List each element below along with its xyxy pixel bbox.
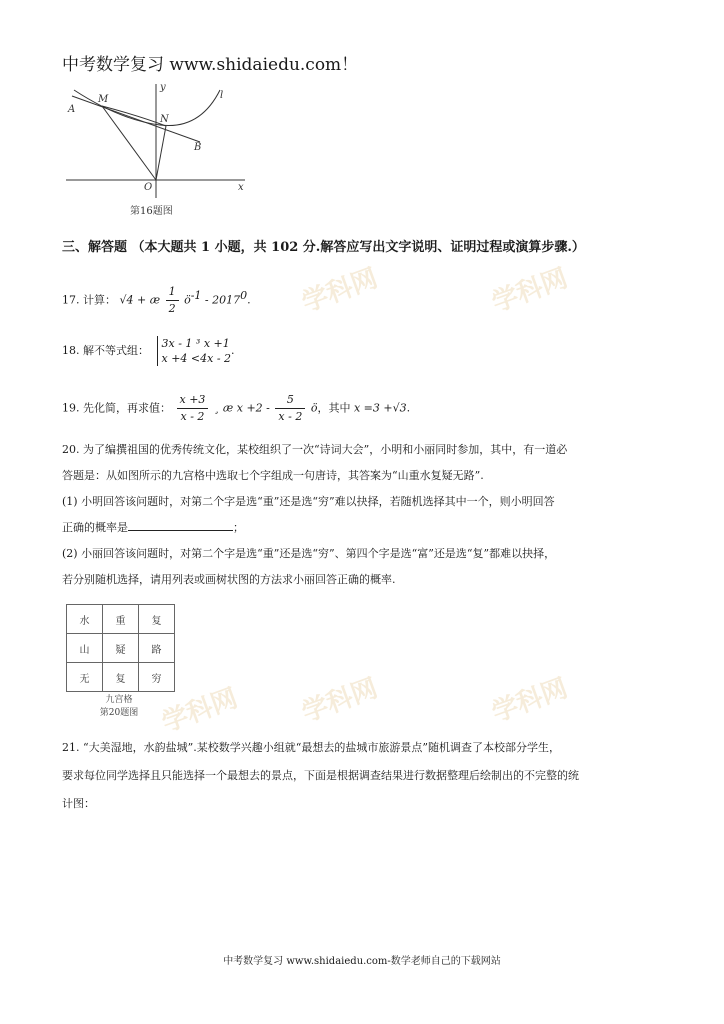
grid-cell: 路 <box>139 634 175 663</box>
q19-frac1-den: x - 2 <box>180 410 205 423</box>
q21-line1: 21. “大美湿地，水韵盐城”.某校数学兴趣小组就“最想去的盐城市旅游景点”随机调查了本校部分学生， <box>62 741 560 754</box>
q19-frac2-num: 5 <box>275 392 305 409</box>
label-l: l <box>220 90 224 101</box>
watermark-logo: 学科网 <box>298 673 382 729</box>
q20-line6: 若分别随机选择，请用列表或画树状图的方法求小丽回答正确的概率. <box>62 573 396 586</box>
label-x: x <box>238 182 244 193</box>
q19-label: 19. 先化简，再求值： <box>62 401 171 415</box>
watermark-logo: 学科网 <box>158 683 242 739</box>
answer-blank[interactable] <box>128 520 233 531</box>
line-ab <box>72 96 200 142</box>
q19-value: x =3 +√3 <box>353 401 407 415</box>
q17-plus: + <box>137 293 147 307</box>
grid-cell: 复 <box>139 605 175 634</box>
nine-grid-table <box>66 604 175 692</box>
q17-paren-close: ö <box>184 293 191 307</box>
segment-mo <box>102 106 156 180</box>
q19-fraction-2 <box>275 392 305 425</box>
page-footer: 中考数学复习 www.shidaiedu.com-数学老师自己的下载网站 <box>223 956 501 967</box>
q17-frac-num: 1 <box>166 284 179 301</box>
grid-caption-figure: 第20题图 <box>99 708 139 718</box>
label-n: N <box>160 114 169 125</box>
q19-paren-open: æ <box>222 401 234 415</box>
q18-line1: 3x - 1 ³ x +1 <box>161 337 230 350</box>
label-o: O <box>144 182 153 193</box>
grid-cell: 疑 <box>103 634 139 663</box>
q17-end: . <box>247 293 251 307</box>
q20-line1: 20. 为了编撰祖国的优秀传统文化，某校组织了一次“诗词大会”，小明和小丽同时参加，其中，有一道必 <box>62 443 568 456</box>
q19-divide: ¸ <box>213 401 220 415</box>
grid-row <box>67 605 175 634</box>
q18-line2: x +4 <4x - 2 <box>161 352 232 365</box>
q17-exponent: -1 <box>190 288 202 302</box>
label-a: A <box>68 104 76 115</box>
q19-frac1-num: x +3 <box>177 392 209 409</box>
question-18 <box>62 336 235 366</box>
q21-line3: 计图： <box>62 797 95 810</box>
figure-16-caption: 第16题图 <box>130 206 173 217</box>
q17-minus: - <box>204 293 209 307</box>
q20-line2: 答题是：从如图所示的九宫格中选取七个字组成一句唐诗，其答案为“山重水复疑无路”. <box>62 469 484 482</box>
q20-line4 <box>62 515 682 541</box>
q17-sqrt: √4 <box>119 293 134 307</box>
q19-fraction-1 <box>177 392 209 425</box>
q17-fraction <box>166 284 179 317</box>
question-20 <box>62 437 682 593</box>
grid-caption-title: 九宫格 <box>105 695 133 705</box>
label-m: M <box>98 94 109 105</box>
label-b: B <box>194 142 202 153</box>
q20-line4-text: 正确的概率是 <box>62 521 128 534</box>
q18-label: 18. 解不等式组： <box>62 344 149 357</box>
grid-row <box>67 663 175 692</box>
q19-where: ，其中 <box>317 401 351 415</box>
grid-cell: 重 <box>103 605 139 634</box>
grid-cell: 山 <box>67 634 103 663</box>
question-19 <box>62 392 410 425</box>
q21-line2: 要求每位同学选择且只能选择一个最想去的景点，下面是根据调查结果进行数据整理后绘制出的不完整的统 <box>62 769 579 782</box>
segment-no <box>156 126 166 180</box>
q18-end: . <box>231 344 235 357</box>
curve-l <box>74 90 220 126</box>
grid-cell: 复 <box>103 663 139 692</box>
q20-line5: (2) 小丽回答该问题时，对第二个字是选“重”还是选“穷”、第四个字是选“富”还是选“复”都难以抉择， <box>62 547 556 560</box>
q17-paren-open: æ <box>149 293 161 307</box>
q17-label: 17. 计算： <box>62 293 116 307</box>
question-17 <box>62 284 251 317</box>
section-heading: 三、解答题 （本大题共 1 小题，共 102 分.解答应写出文字说明、证明过程或演算步骤.） <box>62 240 585 255</box>
question-21 <box>62 734 682 818</box>
q17-year: 2017 <box>212 293 241 307</box>
grid-cell: 水 <box>67 605 103 634</box>
figure-16-graph <box>60 80 260 220</box>
q20-line3: (1) 小明回答该问题时，对第二个字是选“重”还是选“穷”难以抉择，若随机选择其中一个，则小明回答 <box>62 495 555 508</box>
watermark-logo: 学科网 <box>488 263 572 319</box>
grid-row <box>67 634 175 663</box>
q17-exponent-zero: 0 <box>240 288 248 302</box>
grid-cell: 无 <box>67 663 103 692</box>
q18-system <box>157 336 232 366</box>
q19-end: . <box>406 401 411 415</box>
watermark-logo: 学科网 <box>298 263 382 319</box>
page-header: 中考数学复习 www.shidaiedu.com！ <box>62 55 359 75</box>
q17-frac-den: 2 <box>168 302 176 315</box>
grid-cell: 穷 <box>139 663 175 692</box>
watermark-logo: 学科网 <box>488 673 572 729</box>
q20-line4-end: ； <box>233 521 244 534</box>
q19-frac2-den: x - 2 <box>278 410 303 423</box>
q19-paren-close: ö <box>310 401 318 415</box>
q19-mid: x +2 - <box>236 401 270 415</box>
label-y: y <box>160 82 166 93</box>
